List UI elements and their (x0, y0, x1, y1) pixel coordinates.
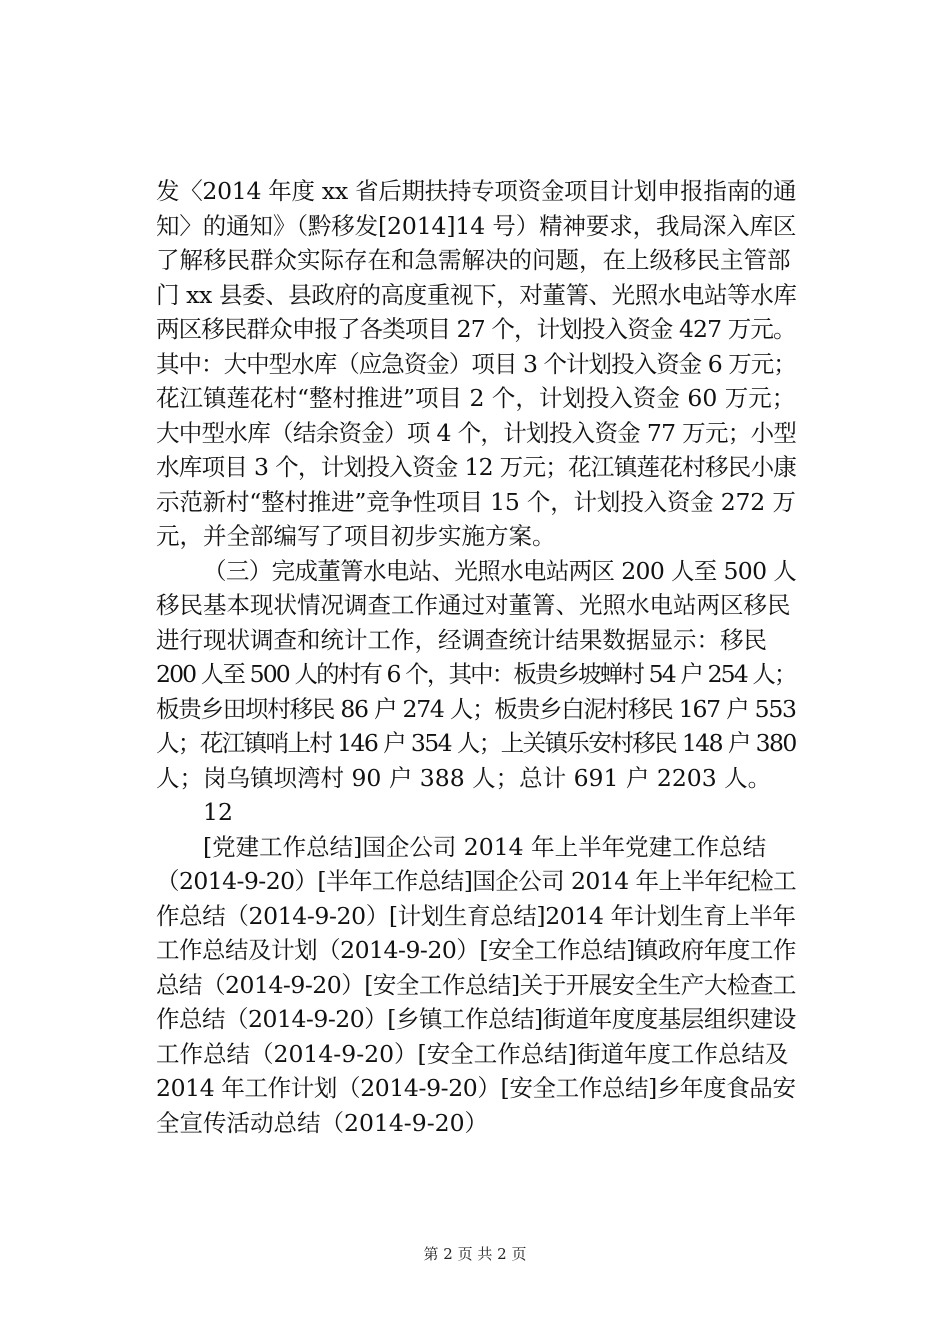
text-line: 工作总结（2014-9-20）[安全工作总结]街道年度工作总结及 (156, 1039, 789, 1068)
text-line: 总结（2014-9-20）[安全工作总结]关于开展安全生产大检查工 (156, 970, 796, 999)
text-line: [党建工作总结]国企公司 2014 年上半年党建工作总结 (203, 832, 767, 861)
text-line: 人；岗乌镇坝湾村 90 户 388 人；总计 691 户 2203 人。 (156, 763, 772, 792)
text-line: 作总结（2014-9-20）[乡镇工作总结]街道年度度基层组织建设 (156, 1005, 796, 1033)
text-line: 了解移民群众实际存在和急需解决的问题，在上级移民主管部 (156, 246, 791, 274)
text-line: 门 xx 县委、县政府的高度重视下，对董箐、光照水电站等水库 (156, 280, 797, 309)
text-line: 大中型水库（结余资金）项 4 个，计划投入资金 77 万元；小型 (156, 418, 797, 447)
text-line: 两区移民群众申报了各类项目 27 个，计划投入资金 427 万元。 (156, 315, 796, 343)
text-line: 进行现状调查和统计工作，经调查统计结果数据显示：移民 (156, 625, 767, 654)
body-text (156, 174, 796, 1140)
text-line: （三）完成董箐水电站、光照水电站两区 200 人至 500 人 (203, 556, 797, 585)
text-line: 200 人至 500 人的村有 6 个，其中：板贵乡坡蝉村 54 户 254 人； (156, 660, 796, 688)
text-line: 12 (203, 798, 233, 826)
text-line: 工作总结及计划（2014-9-20）[安全工作总结]镇政府年度工作 (156, 936, 796, 964)
text-line: 其中：大中型水库（应急资金）项目 3 个计划投入资金 6 万元； (156, 349, 796, 378)
text-line: 知〉的通知》（黔移发[2014]14 号）精神要求，我局深入库区 (156, 211, 797, 240)
text-line: 2014 年工作计划（2014-9-20）[安全工作总结]乡年度食品安 (156, 1074, 796, 1102)
page-footer: 第 2 页 共 2 页 (423, 1245, 527, 1263)
text-line: 水库项目 3 个，计划投入资金 12 万元；花江镇莲花村移民小康 (156, 453, 797, 481)
text-line: 人；花江镇哨上村 146 户 354 人；上关镇乐安村移民 148 户 380 (156, 729, 796, 757)
text-line: （2014-9-20）[半年工作总结]国企公司 2014 年上半年纪检工 (156, 867, 797, 895)
text-line: 移民基本现状情况调查工作通过对董箐、光照水电站两区移民 (156, 591, 791, 619)
text-line: 元，并全部编写了项目初步实施方案。 (156, 522, 556, 550)
text-line: 花江镇莲花村“整村推进”项目 2 个，计划投入资金 60 万元； (156, 384, 796, 412)
text-line: 发〈2014 年度 xx 省后期扶持专项资金项目计划申报指南的通 (156, 177, 797, 205)
text-line: 作总结（2014-9-20）[计划生育总结]2014 年计划生育上半年 (156, 901, 796, 930)
text-line: 全宣传活动总结（2014-9-20） (156, 1108, 489, 1137)
text-line: 板贵乡田坝村移民 86 户 274 人；板贵乡白泥村移民 167 户 553 (156, 694, 796, 723)
text-line: 示范新村“整村推进”竞争性项目 15 个，计划投入资金 272 万 (156, 487, 796, 516)
